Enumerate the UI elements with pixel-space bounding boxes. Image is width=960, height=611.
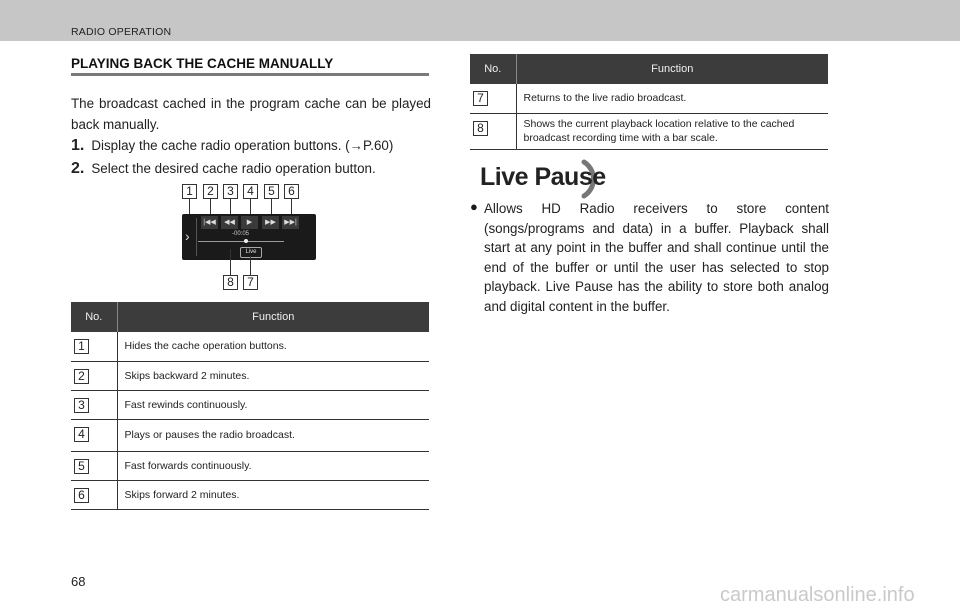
header-no: No. [71, 302, 117, 332]
step-text: Display the cache radio operation buttons. (→P.60) [91, 138, 394, 153]
callout-5: 5 [264, 184, 279, 199]
row-number: 6 [74, 488, 89, 503]
table-header-row [71, 302, 429, 332]
row-function: Hides the cache operation buttons. [117, 332, 429, 361]
section-header: RADIO OPERATION [71, 26, 172, 38]
row-function: Returns to the live radio broadcast. [516, 84, 828, 113]
skip-forward-icon: ▶▶| [282, 216, 299, 229]
fast-forward-icon: ▶▶ [262, 216, 279, 229]
live-pause-logo-text: Live Pause [480, 163, 606, 191]
bullet-icon: ● [470, 199, 478, 214]
row-number: 4 [74, 427, 89, 442]
header-function: Function [516, 54, 828, 84]
table-row [71, 419, 429, 451]
callout-2: 2 [203, 184, 218, 199]
intro-paragraph: The broadcast cached in the program cache can be played back manually. [71, 96, 431, 132]
leader-line [230, 249, 231, 275]
callout-7: 7 [243, 275, 258, 290]
step-number: 2. [71, 160, 85, 177]
table-row [71, 332, 429, 361]
callout-3: 3 [223, 184, 238, 199]
section-title: PLAYING BACK THE CACHE MANUALLY [71, 56, 334, 71]
table-row [71, 480, 429, 509]
panel-divider [196, 218, 197, 256]
skip-back-icon: |◀◀ [201, 216, 218, 229]
step-text: Select the desired cache radio operation button. [91, 161, 376, 176]
playback-bar [198, 241, 284, 242]
row-function: Fast rewinds continuously. [117, 390, 429, 419]
header-no: No. [470, 54, 516, 84]
callout-8: 8 [223, 275, 238, 290]
table-row [71, 361, 429, 390]
function-table-1 [71, 302, 429, 510]
row-function: Skips backward 2 minutes. [117, 361, 429, 390]
table-row [470, 113, 828, 149]
table-row [71, 451, 429, 480]
row-number: 5 [74, 459, 89, 474]
table-row [470, 84, 828, 113]
row-function: Fast forwards continuously. [117, 451, 429, 480]
callout-4: 4 [243, 184, 258, 199]
leader-line [250, 256, 251, 275]
callout-6: 6 [284, 184, 299, 199]
row-number: 1 [74, 339, 89, 354]
cache-time: -00:05 [232, 231, 250, 237]
step-2 [71, 160, 376, 178]
function-table-2 [470, 54, 828, 150]
header-function: Function [117, 302, 429, 332]
hide-arrow-icon: › [185, 228, 190, 244]
callout-1: 1 [182, 184, 197, 199]
step-1 [71, 137, 393, 155]
row-number: 2 [74, 369, 89, 384]
live-button: Live [240, 247, 262, 258]
row-number: 3 [74, 398, 89, 413]
page-number: 68 [71, 574, 86, 589]
rewind-icon: ◀◀ [221, 216, 238, 229]
table-header-row [470, 54, 828, 84]
row-number: 8 [473, 121, 488, 136]
play-pause-icon: ▶ [241, 216, 258, 229]
table-row [71, 390, 429, 419]
watermark: carmanualsonline.info [720, 584, 915, 606]
playback-position-icon [244, 239, 248, 243]
page-header-bar [0, 0, 960, 41]
row-function: Skips forward 2 minutes. [117, 480, 429, 509]
step-number: 1. [71, 137, 85, 154]
live-pause-description: Allows HD Radio receivers to store content (songs/programs and data) in a buffer. Playback shall start at any point in the buffer and shall continue until the end of the buffer or until the user has selected to stop playback. Live Pause has the ability to store both analog and digital content in the buffer. [484, 201, 829, 314]
row-number: 7 [473, 91, 488, 106]
row-function: Plays or pauses the radio broadcast. [117, 419, 429, 451]
row-function: Shows the current playback location relative to the cached broadcast recording time with a bar scale. [516, 113, 828, 149]
section-title-rule [71, 73, 429, 76]
cache-operation-panel [182, 214, 316, 260]
